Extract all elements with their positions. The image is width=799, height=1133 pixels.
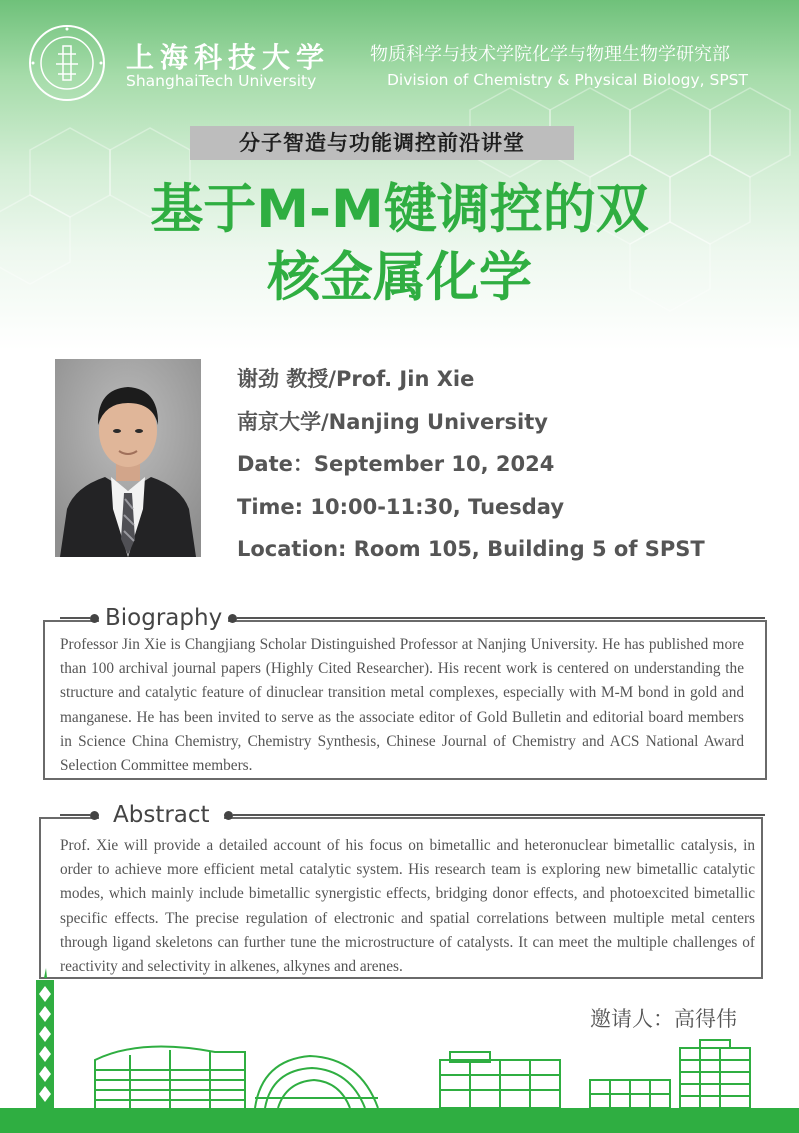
speaker-photo bbox=[55, 359, 201, 557]
university-name-cn: 上海科技大学 bbox=[126, 41, 331, 74]
biography-text: Professor Jin Xie is Changjiang Scholar Distinguished Professor at Nanjing University. He has published more than 100 archival journal papers (Highly Cited Researcher). His recent work is centered on understanding the structure and catalytic feature of dinuclear transition metal complexes, especially with M-M bond in gold and manganese. He has been invited to serve as the associate editor of Gold Bulletin and editorial board members in Science China Chemistry, Chemistry Synthesis, Chinese Journal of Chemistry and ACS National Award Selection Committee members. bbox=[60, 636, 744, 775]
division-name-cn: 物质科学与技术学院化学与物理生物学研究部 bbox=[370, 44, 730, 65]
talk-title-line-2: 核金属化学 bbox=[267, 247, 532, 308]
speaker-info-list bbox=[237, 358, 705, 571]
abstract-rule-left bbox=[60, 814, 90, 816]
event-time: Time: 10:00-11:30, Tuesday bbox=[237, 494, 565, 519]
abstract-rule-right bbox=[233, 814, 765, 816]
division-name-en: Division of Chemistry & Physical Biology, SPST bbox=[387, 71, 748, 89]
university-seal-logo-icon bbox=[28, 24, 106, 102]
event-date: Date：September 10, 2024 bbox=[237, 452, 555, 476]
bullet-dot-icon bbox=[90, 811, 99, 820]
tv-tower-icon bbox=[36, 968, 54, 1108]
speaker-name: 谢劲 教授/Prof. Jin Xie bbox=[237, 367, 475, 391]
biography-rule-left bbox=[60, 617, 90, 619]
abstract-text: Prof. Xie will provide a detailed account of his focus on bimetallic and heteronuclear bimetallic catalysis, in order to achieve more efficient metal catalytic system. His research team is exploring new bimetallic catalytic modes, which mainly include bimetallic synergistic effects, bridging donor effects, and photoexcited bimetallic specific effects. The precise regulation of electronic and spatial correlations between multiple metal centers through ligand skeletons can further tune the microstructure of catalysts. It can meet the multiple challenges of reactivity and selectivity in alkenes, alkynes and arenes. bbox=[60, 837, 755, 976]
abstract-header bbox=[60, 802, 765, 828]
talk-title-line-1: 基于M-M键调控的双 bbox=[150, 179, 649, 240]
speaker-affiliation: 南京大学/Nanjing University bbox=[237, 409, 548, 434]
speaker-portrait-image bbox=[55, 359, 201, 557]
lecture-series-banner: 分子智造与功能调控前沿讲堂 bbox=[190, 126, 574, 160]
inviter-text: 邀请人：高得伟 bbox=[590, 1007, 737, 1031]
talk-title bbox=[0, 176, 799, 312]
campus-skyline-illustration bbox=[0, 960, 799, 1133]
biography-rule-right bbox=[237, 617, 765, 619]
event-location: Location: Room 105, Building 5 of SPST bbox=[237, 537, 705, 561]
bullet-dot-icon bbox=[228, 614, 237, 623]
bullet-dot-icon bbox=[224, 811, 233, 820]
abstract-heading: Abstract bbox=[99, 802, 224, 828]
biography-heading: Biography bbox=[99, 605, 228, 631]
bullet-dot-icon bbox=[90, 614, 99, 623]
university-name-en: ShanghaiTech University bbox=[126, 72, 317, 90]
biography-header bbox=[60, 605, 765, 631]
